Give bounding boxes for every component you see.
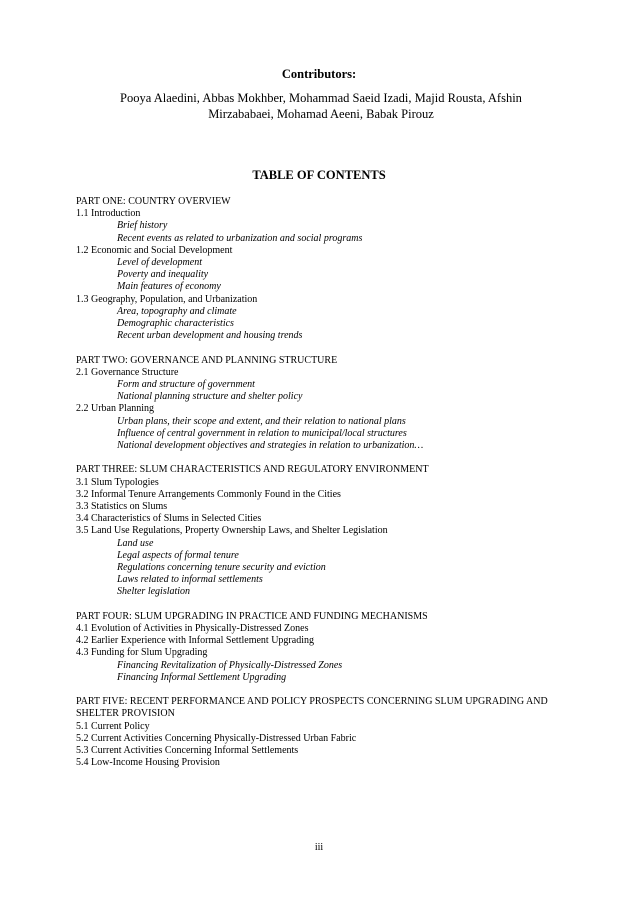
subsection-formal-tenure: Legal aspects of formal tenure bbox=[117, 549, 239, 561]
table-of-contents bbox=[76, 196, 576, 769]
subsection-government-structure: Form and structure of government bbox=[117, 379, 255, 391]
section-2-2: 2.2 Urban Planning bbox=[76, 403, 155, 415]
subsection-recent-events: Recent events as related to urbanization and social programs bbox=[117, 232, 363, 244]
section-3-2: 3.2 Informal Tenure Arrangements Commonly Found in the Cities bbox=[76, 488, 341, 500]
section-3-4: 3.4 Characteristics of Slums in Selected Cities bbox=[76, 513, 262, 525]
subsection-development-objectives: National development objectives and strategies in relation to urbanization… bbox=[117, 440, 424, 452]
part-five-heading: PART FIVE: RECENT PERFORMANCE AND POLICY PROSPECTS CONCERNING SLUM UPGRADING AND SHELTER PROVISION bbox=[76, 696, 548, 720]
subsection-shelter-legislation: Shelter legislation bbox=[117, 586, 191, 598]
section-1-2: 1.2 Economic and Social Development bbox=[76, 244, 233, 256]
section-1-3: 1.3 Geography, Population, and Urbanization bbox=[76, 293, 258, 305]
section-1-1: 1.1 Introduction bbox=[76, 208, 141, 220]
subsection-economy-features: Main features of economy bbox=[117, 281, 221, 293]
section-4-3: 4.3 Funding for Slum Upgrading bbox=[76, 647, 208, 659]
subsection-financing-informal-upgrading: Financing Informal Settlement Upgrading bbox=[117, 671, 287, 683]
part-two-heading: PART TWO: GOVERNANCE AND PLANNING STRUCTURE bbox=[76, 354, 338, 366]
section-4-2: 4.2 Earlier Experience with Informal Settlement Upgrading bbox=[76, 635, 314, 647]
subsection-informal-settlement-laws: Laws related to informal settlements bbox=[117, 574, 263, 586]
contributors-heading: Contributors: bbox=[281, 67, 357, 81]
toc-title: TABLE OF CONTENTS bbox=[252, 168, 386, 182]
section-5-1: 5.1 Current Policy bbox=[76, 720, 150, 732]
subsection-area-topography: Area, topography and climate bbox=[117, 305, 237, 317]
subsection-urban-housing-trends: Recent urban development and housing trends bbox=[117, 330, 303, 342]
subsection-brief-history: Brief history bbox=[117, 220, 168, 232]
part-four-heading: PART FOUR: SLUM UPGRADING IN PRACTICE AND FUNDING MECHANISMS bbox=[76, 610, 428, 622]
subsection-urban-plans: Urban plans, their scope and extent, and their relation to national plans bbox=[117, 415, 406, 427]
page-number: iii bbox=[314, 842, 324, 853]
section-2-1: 2.1 Governance Structure bbox=[76, 366, 179, 378]
subsection-land-use: Land use bbox=[117, 537, 154, 549]
subsection-poverty-inequality: Poverty and inequality bbox=[117, 269, 209, 281]
subsection-tenure-security: Regulations concerning tenure security and eviction bbox=[117, 562, 326, 574]
subsection-demographics: Demographic characteristics bbox=[117, 318, 234, 330]
part-three-heading: PART THREE: SLUM CHARACTERISTICS AND REGULATORY ENVIRONMENT bbox=[76, 464, 429, 476]
section-3-1: 3.1 Slum Typologies bbox=[76, 476, 159, 488]
part-one-heading: PART ONE: COUNTRY OVERVIEW bbox=[76, 196, 231, 207]
subsection-central-government-influence: Influence of central government in relation to municipal/local structures bbox=[117, 427, 407, 439]
section-5-2: 5.2 Current Activities Concerning Physically-Distressed Urban Fabric bbox=[76, 732, 357, 744]
subsection-level-of-development: Level of development bbox=[117, 257, 202, 269]
section-4-1: 4.1 Evolution of Activities in Physically-Distressed Zones bbox=[76, 623, 309, 635]
contributors-names: Pooya Alaedini, Abbas Mokhber, Mohammad Saeid Izadi, Majid Rousta, Afshin Mirzababaei, Mohamad Aeeni, Babak Pirouz bbox=[120, 91, 522, 121]
subsection-planning-shelter-policy: National planning structure and shelter policy bbox=[117, 391, 303, 403]
section-5-3: 5.3 Current Activities Concerning Informal Settlements bbox=[76, 745, 299, 757]
subsection-financing-revitalization: Financing Revitalization of Physically-Distressed Zones bbox=[117, 659, 343, 671]
section-5-4: 5.4 Low-Income Housing Provision bbox=[76, 757, 220, 769]
section-3-3: 3.3 Statistics on Slums bbox=[76, 501, 168, 513]
section-3-5: 3.5 Land Use Regulations, Property Ownership Laws, and Shelter Legislation bbox=[76, 525, 388, 537]
